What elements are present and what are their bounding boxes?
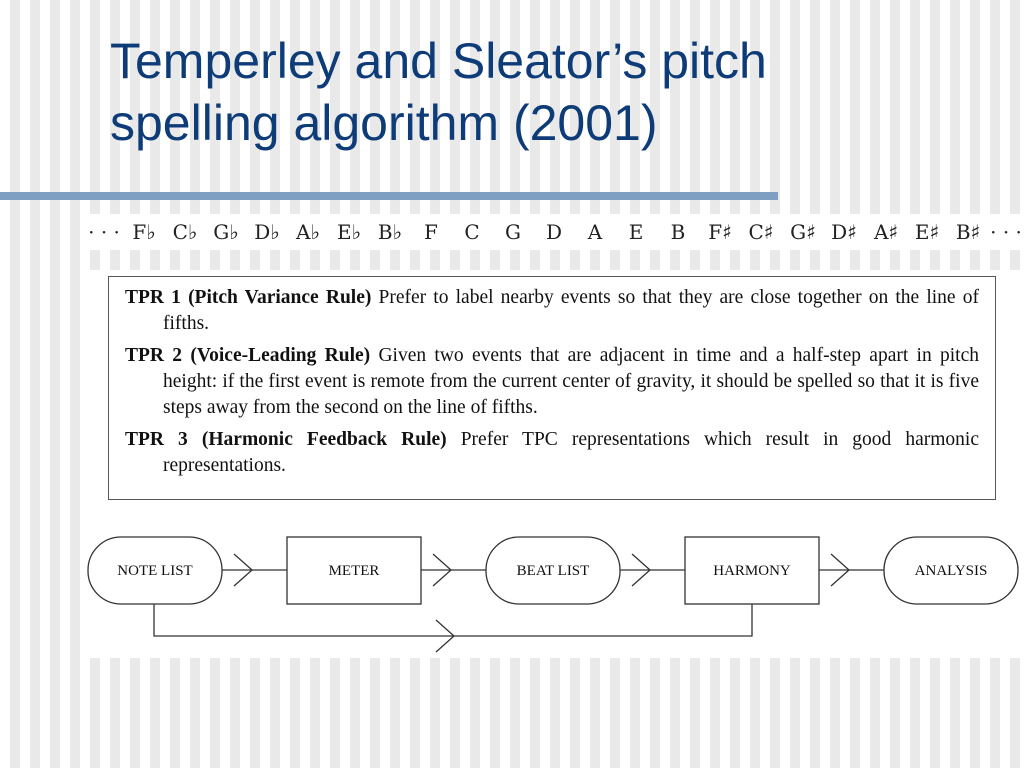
fifths-note: D♯: [831, 220, 857, 244]
fifths-ellipsis-left: · · ·: [88, 220, 120, 244]
node-analysis-label: ANALYSIS: [914, 563, 988, 579]
fifths-note: G♭: [213, 220, 239, 244]
rule-text: Prefer to label nearby events so that they are close together on the line of fifths.: [163, 287, 979, 334]
rules-box: [108, 276, 996, 500]
fifths-note: C: [464, 220, 480, 244]
title-underline-bar: [0, 192, 778, 200]
rule-tpr2: [125, 343, 979, 421]
rule-name: (Voice-Leading Rule): [190, 345, 371, 366]
fifths-ellipsis-right: · · ·: [990, 220, 1022, 244]
fifths-note: G: [505, 220, 521, 244]
fifths-note: F♯: [708, 220, 732, 244]
fifths-note: F: [424, 220, 438, 244]
node-harmony-label: HARMONY: [713, 563, 791, 579]
figure-panel: [82, 270, 1024, 658]
slide-title: [110, 30, 990, 154]
title-line-1: Temperley and Sleator’s pitch: [110, 33, 767, 89]
rule-id: TPR 2: [125, 345, 183, 366]
fifths-note: G♯: [790, 220, 816, 244]
rule-name: (Pitch Variance Rule): [188, 287, 372, 308]
fifths-note: E♭: [336, 220, 362, 244]
fifths-note: B♯: [955, 220, 981, 244]
rule-tpr1: [125, 285, 979, 337]
fifths-note: B: [670, 220, 686, 244]
fifths-note: A: [587, 220, 603, 244]
line-of-fifths: [82, 214, 1024, 250]
node-meter-label: METER: [328, 563, 380, 579]
rule-tpr3: [125, 427, 979, 479]
fifths-note: C♭: [172, 220, 198, 244]
fifths-note: E♯: [914, 220, 940, 244]
fifths-note: A♭: [296, 220, 320, 244]
rule-id: TPR 1: [125, 287, 181, 308]
fifths-note: C♯: [748, 220, 774, 244]
node-beat-list-label: BEAT LIST: [516, 563, 590, 579]
fifths-note: A♯: [873, 220, 899, 244]
rule-text: Prefer TPC representations which result in good harmonic representations.: [163, 429, 980, 476]
fifths-note: E: [628, 220, 644, 244]
node-note-list-label: NOTE LIST: [117, 563, 193, 579]
edge-note-list-harmony-bypass: [154, 604, 752, 636]
rule-id: TPR 3: [125, 429, 188, 450]
fifths-note: F♭: [132, 220, 156, 244]
pipeline-diagram: [82, 532, 1024, 656]
rule-name: (Harmonic Feedback Rule): [201, 429, 447, 450]
fifths-note: D: [545, 220, 563, 244]
title-line-2: spelling algorithm (2001): [110, 95, 658, 151]
rule-text: Given two events that are adjacent in time and a half-step apart in pitch height: if the first event is remote from the current center of gravity, it should be spelled so that it is five steps away from the second on the line of fifths.: [163, 345, 980, 418]
fifths-note: B♭: [377, 220, 403, 244]
fifths-note: D♭: [254, 220, 280, 244]
